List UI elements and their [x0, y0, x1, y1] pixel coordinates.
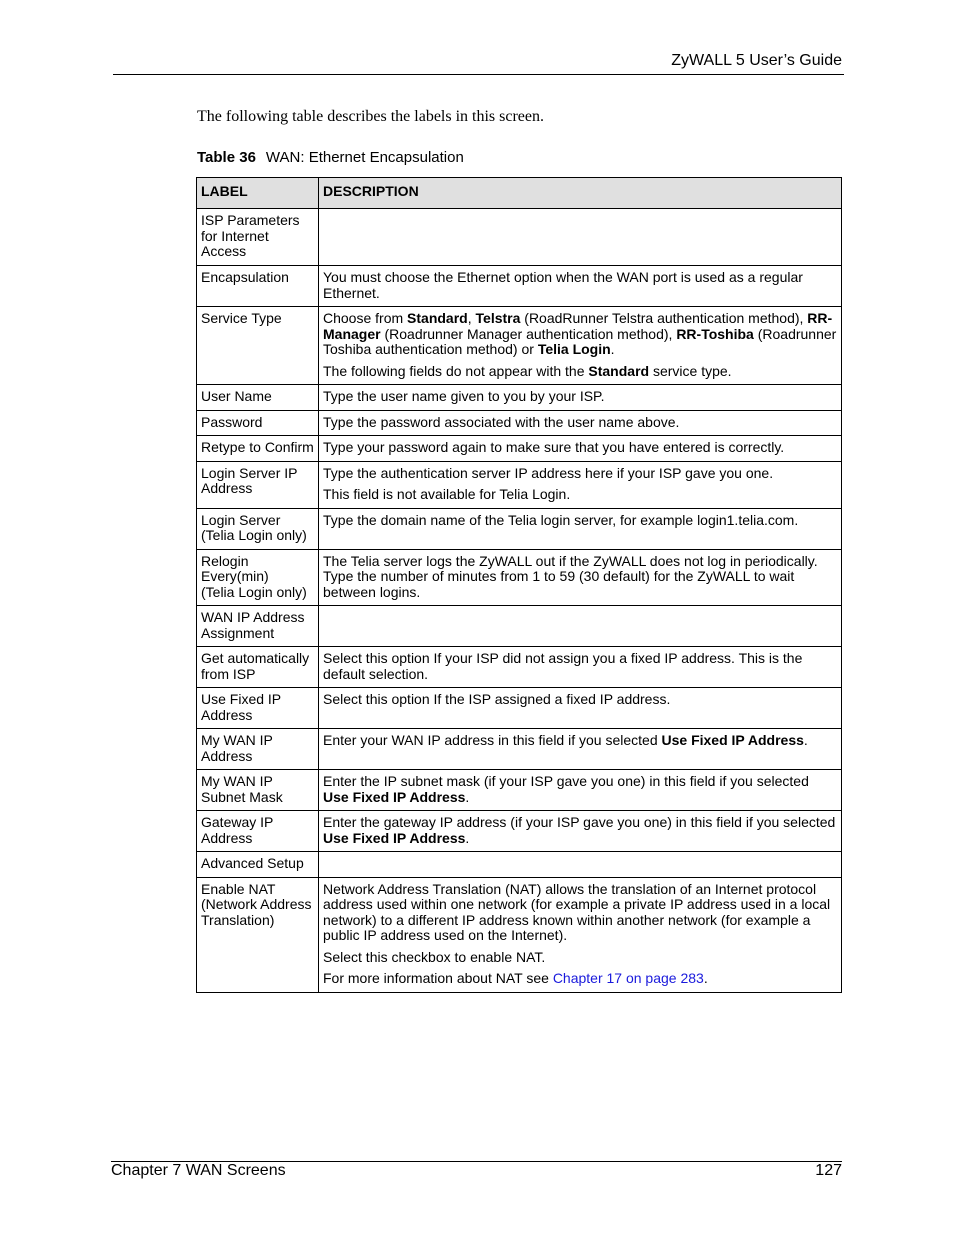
row-description: Enter the gateway IP address (if your ISP gave you one) in this field if you selected Use Fixed IP Address. — [319, 811, 842, 852]
page-number: 127 — [815, 1162, 842, 1179]
table-row — [197, 307, 842, 385]
row-description — [319, 209, 842, 266]
row-description: Choose from Standard, Telstra (RoadRunner Telstra authentication method), RR-Manager (Roadrunner Manager authentication method), RR-Toshiba (Roadrunner Toshiba authentication method) or Telia Login. The following fields do not appear with the Standard service type. — [319, 307, 842, 385]
table-row — [197, 266, 842, 307]
header-rule — [113, 74, 844, 75]
table-row — [197, 385, 842, 411]
header-description: DESCRIPTION — [319, 178, 842, 209]
table-title: WAN: Ethernet Encapsulation — [265, 149, 464, 166]
row-description: Type the authentication server IP address here if your ISP gave you one. This field is not available for Telia Login. — [319, 461, 842, 508]
table-header-row — [197, 178, 842, 209]
table-row — [197, 811, 842, 852]
row-label: Use Fixed IP Address — [197, 688, 319, 729]
row-label: Enable NAT (Network Address Translation) — [197, 877, 319, 992]
row-label: Service Type — [197, 307, 319, 385]
row-label: Retype to Confirm — [197, 436, 319, 462]
row-label: Password — [197, 410, 319, 436]
row-description: Select this option If the ISP assigned a fixed IP address. — [319, 688, 842, 729]
row-label: Login Server (Telia Login only) — [197, 508, 319, 549]
row-description: Type the domain name of the Telia login server, for example login1.telia.com. — [319, 508, 842, 549]
table-row — [197, 508, 842, 549]
table-caption — [197, 149, 464, 166]
table-row — [197, 877, 842, 992]
row-description: Enter the IP subnet mask (if your ISP gave you one) in this field if you selected Use Fixed IP Address. — [319, 770, 842, 811]
row-description: You must choose the Ethernet option when the WAN port is used as a regular Ethernet. — [319, 266, 842, 307]
row-description: Network Address Translation (NAT) allows the translation of an Internet protocol address used within one network (for example a private IP address used in a local network) to a different IP address known within another network (for example a public IP address used on the Internet). Select this checkbox to enable NAT. For more information about NAT see Chapter 17 on page 283. — [319, 877, 842, 992]
row-label: Get automatically from ISP — [197, 647, 319, 688]
row-label: WAN IP Address Assignment — [197, 606, 319, 647]
row-description — [319, 852, 842, 878]
header-label: LABEL — [197, 178, 319, 209]
running-header-title: ZyWALL 5 User’s Guide — [671, 52, 842, 69]
row-label: User Name — [197, 385, 319, 411]
table-row — [197, 647, 842, 688]
row-description: Type the user name given to you by your ISP. — [319, 385, 842, 411]
table-row — [197, 729, 842, 770]
row-label: Gateway IP Address — [197, 811, 319, 852]
table-number: Table 36 — [197, 149, 256, 166]
row-label: Login Server IP Address — [197, 461, 319, 508]
row-label: Relogin Every(min) (Telia Login only) — [197, 549, 319, 606]
table-row — [197, 461, 842, 508]
intro-text: The following table describes the labels in this screen. — [197, 108, 545, 125]
table-row — [197, 852, 842, 878]
row-label: Encapsulation — [197, 266, 319, 307]
row-description: The Telia server logs the ZyWALL out if the ZyWALL does not log in periodically. Type the number of minutes from 1 to 59 (30 default) for the ZyWALL to wait between logins. — [319, 549, 842, 606]
row-label: My WAN IP Subnet Mask — [197, 770, 319, 811]
row-label: Advanced Setup — [197, 852, 319, 878]
chapter-17-link[interactable]: Chapter 17 on page 283 — [552, 970, 704, 986]
labels-table — [196, 177, 842, 993]
row-label: ISP Parameters for Internet Access — [197, 209, 319, 266]
table-row — [197, 410, 842, 436]
table-row — [197, 606, 842, 647]
row-description: Type your password again to make sure that you have entered is correctly. — [319, 436, 842, 462]
footer-chapter: Chapter 7 WAN Screens — [111, 1162, 286, 1179]
row-description: Enter your WAN IP address in this field if you selected Use Fixed IP Address. — [319, 729, 842, 770]
table-row — [197, 549, 842, 606]
table-row — [197, 688, 842, 729]
table-row — [197, 770, 842, 811]
row-description: Type the password associated with the user name above. — [319, 410, 842, 436]
row-label: My WAN IP Address — [197, 729, 319, 770]
row-description — [319, 606, 842, 647]
table-row — [197, 436, 842, 462]
row-description: Select this option If your ISP did not assign you a fixed IP address. This is the default selection. — [319, 647, 842, 688]
table-row — [197, 209, 842, 266]
